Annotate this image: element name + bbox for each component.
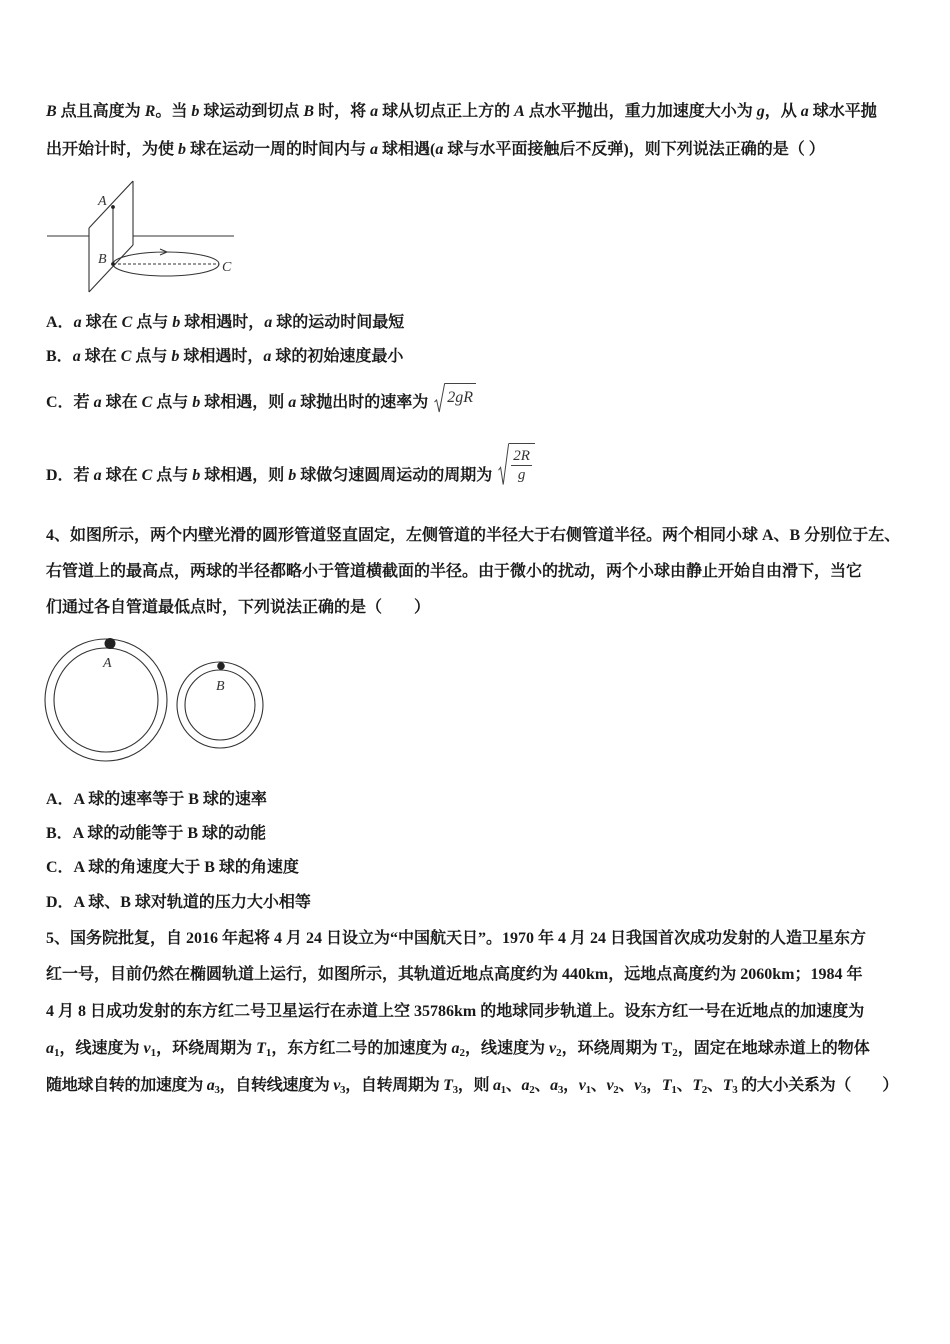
math-variable: b	[171, 348, 180, 365]
subscript: 2	[613, 1084, 619, 1096]
math-variable: v	[634, 1077, 642, 1094]
math-variable: b	[192, 467, 201, 484]
text-run: 球与水平面接触后不反弹)，则下列说法正确的是（ ）	[443, 141, 825, 158]
math-variable: a	[370, 103, 379, 120]
q3-option-c	[46, 383, 476, 423]
point-b-dot	[111, 262, 115, 266]
math-variable: a	[72, 348, 81, 365]
subscript: 2	[672, 1047, 678, 1059]
text-run: 时，将	[314, 103, 371, 120]
text-run: 球在运动一周的时间内与	[186, 141, 371, 158]
subscript: 3	[214, 1084, 220, 1096]
radicand: 2gR	[445, 383, 476, 413]
q4-stem-line-2	[46, 562, 862, 582]
subscript: 1	[585, 1084, 591, 1096]
text-run: C．若	[46, 394, 94, 411]
math-variable: B	[46, 103, 57, 120]
text-run: 球水平抛	[808, 103, 877, 120]
subscript: 3	[641, 1084, 647, 1096]
q4-option-d	[46, 893, 311, 913]
figure-two-circular-tubes	[40, 630, 275, 770]
text-run: ，	[563, 1077, 579, 1094]
text-run: B．	[46, 348, 73, 365]
plane-top-edge	[89, 181, 133, 228]
radicand	[509, 443, 535, 486]
math-variable: b	[178, 141, 187, 158]
math-variable: b	[191, 103, 200, 120]
text-run: 、	[676, 1077, 693, 1094]
q4-option-a	[46, 790, 267, 810]
fraction-numerator: 2R	[513, 447, 530, 464]
text-run: 球从切点正上方的	[378, 103, 515, 120]
math-variable: a	[435, 141, 444, 158]
text-run: 球相遇时，	[179, 348, 264, 365]
text-run: ，线速度为	[59, 1040, 144, 1057]
text-run: 点与	[152, 394, 193, 411]
text-run: ，自转周期为	[345, 1077, 444, 1094]
figure-vertical-plane-circular-motion	[40, 172, 240, 302]
label-a: A	[103, 656, 112, 671]
math-variable: a	[263, 348, 272, 365]
math-variable: a	[93, 394, 102, 411]
text-run: 点且高度为	[56, 103, 145, 120]
fraction-denominator: g	[517, 466, 526, 483]
text-run: 、	[590, 1077, 607, 1094]
subscript: 1	[54, 1047, 60, 1059]
text-run: 右管道上的最高点，两球的半径都略小于管道横截面的半径。由于微小的扰动，两个小球由静止开始自由滑下，当它	[46, 563, 863, 580]
plane-bottom-edge	[89, 245, 133, 292]
subscript: 3	[340, 1084, 346, 1096]
text-run: ，则	[457, 1077, 493, 1094]
text-run: ，环绕周期为 T	[561, 1040, 673, 1057]
q4-stem-line-1	[46, 526, 900, 546]
text-run: ，固定在地球赤道上的物体	[677, 1040, 870, 1057]
label-c: C	[222, 260, 232, 275]
fraction	[511, 447, 532, 484]
text-run: 球抛出时的速率为	[296, 394, 433, 411]
q3-stem-line-2	[46, 140, 825, 160]
math-variable: a	[206, 1077, 215, 1094]
subscript: 1	[150, 1047, 157, 1059]
point-a-dot	[111, 205, 115, 209]
math-variable: v	[606, 1077, 614, 1094]
q3-stem-line-1	[46, 102, 877, 122]
square-root	[434, 383, 476, 413]
math-variable: a	[492, 1077, 501, 1094]
subscript: 1	[671, 1084, 677, 1096]
math-variable: A	[514, 103, 525, 120]
math-variable: b	[288, 467, 297, 484]
q5-stem-line-5	[46, 1076, 898, 1096]
text-run: 4 月 8 日成功发射的东方红二号卫星运行在赤道上空 35786km 的地球同步轨道上。设东方红一号在近地点的加速度为	[46, 1003, 865, 1020]
math-variable: b	[172, 314, 181, 331]
q3-option-a	[46, 313, 404, 333]
q5-stem-line-1	[46, 929, 866, 949]
text-run: A．	[46, 314, 74, 331]
text-run: 红一号，目前仍然在椭圆轨道上运行，如图所示，其轨道近地点高度约为 440km，远地点高度约为 2060km；1984 年	[46, 966, 863, 983]
text-run: 球运动到切点	[199, 103, 304, 120]
text-run: 、	[534, 1077, 551, 1094]
math-variable: a	[550, 1077, 558, 1094]
math-variable: a	[451, 1040, 460, 1057]
math-variable: R	[144, 103, 156, 120]
math-variable: v	[548, 1040, 557, 1057]
ball-b	[217, 662, 225, 670]
text-run: 、	[618, 1077, 635, 1094]
text-run: 球的运动时间最短	[272, 314, 405, 331]
subscript: 2	[701, 1084, 707, 1096]
text-run: ，线速度为	[464, 1040, 549, 1057]
text-run: 4、如图所示，两个内壁光滑的圆形管道竖直固定，左侧管道的半径大于右侧管道半径。两个相同小球 A、B 分别位于左、	[46, 527, 901, 544]
math-variable: a	[800, 103, 809, 120]
text-run: ，东方红二号的加速度为	[271, 1040, 452, 1057]
math-variable: a	[93, 467, 102, 484]
math-variable: v	[578, 1077, 586, 1094]
text-run: D．A 球、B 球对轨道的压力大小相等	[46, 894, 311, 911]
subscript: 3	[452, 1084, 458, 1096]
math-variable: T	[722, 1077, 733, 1094]
subscript: 2	[459, 1047, 465, 1059]
text-run: 球相遇时，	[180, 314, 265, 331]
text-run: 点与	[132, 314, 173, 331]
text-run: 球的初始速度最小	[271, 348, 404, 365]
math-variable: a	[46, 1040, 54, 1057]
text-run: B．A 球的动能等于 B 球的动能	[46, 825, 267, 842]
right-tube-outer-wall	[177, 662, 263, 748]
radical-sign-icon	[498, 443, 509, 486]
math-variable: a	[73, 314, 82, 331]
math-variable: v	[333, 1077, 341, 1094]
text-run: 出开始计时，为使	[46, 141, 179, 158]
text-run: C．A 球的角速度大于 B 球的角速度	[46, 859, 299, 876]
math-variable: a	[521, 1077, 530, 1094]
text-run: 球相遇，则	[200, 467, 289, 484]
text-run: 们通过各自管道最低点时，下列说法正确的是（ ）	[46, 599, 431, 616]
text-run: 球在	[101, 394, 142, 411]
math-variable: C	[121, 314, 133, 331]
subscript: 3	[732, 1084, 738, 1096]
text-run: 球做匀速圆周运动的周期为	[296, 467, 497, 484]
math-variable: C	[120, 348, 132, 365]
q4-option-c	[46, 858, 299, 878]
text-run: 球相遇(	[378, 141, 436, 158]
math-variable: g	[756, 103, 765, 120]
text-run: ，	[646, 1077, 662, 1094]
text-run: ，从	[764, 103, 801, 120]
math-variable: C	[141, 467, 153, 484]
math-variable: T	[661, 1077, 672, 1094]
q3-option-d	[46, 447, 535, 501]
radical-sign-icon	[434, 383, 445, 413]
math-variable: b	[192, 394, 201, 411]
label-b: B	[216, 679, 225, 694]
math-variable: C	[141, 394, 153, 411]
math-variable: a	[370, 141, 379, 158]
q5-stem-line-3	[46, 1002, 864, 1022]
q4-stem-line-3	[46, 598, 430, 618]
subscript: 1	[265, 1047, 272, 1059]
square-root	[498, 443, 535, 486]
text-run: 、	[707, 1077, 723, 1094]
math-variable: T	[443, 1077, 453, 1094]
text-run: ，环绕周期为	[156, 1040, 257, 1057]
text-run: 5、国务院批复，自 2016 年起将 4 月 24 日设立为“中国航天日”。1970 年 4 月 24 日我国首次成功发射的人造卫星东方	[46, 930, 867, 947]
text-run: 的大小关系为（ ）	[737, 1077, 899, 1094]
text-run: 。当	[155, 103, 192, 120]
math-variable: a	[288, 394, 297, 411]
math-variable: B	[303, 103, 315, 120]
math-variable: a	[264, 314, 273, 331]
math-variable: T	[256, 1040, 266, 1057]
text-run: 球在	[101, 467, 142, 484]
subscript: 3	[557, 1084, 564, 1096]
math-variable: v	[143, 1040, 151, 1057]
text-run: D．若	[46, 467, 94, 484]
ball-a	[105, 638, 116, 649]
math-variable: T	[692, 1077, 702, 1094]
text-run: 点水平抛出，重力加速度大小为	[524, 103, 757, 120]
q5-stem-line-4	[46, 1039, 870, 1059]
q3-option-b	[46, 347, 403, 367]
text-run: 球在	[81, 314, 122, 331]
label-a: A	[98, 194, 107, 209]
text-run: 点与	[152, 467, 193, 484]
text-run: 随地球自转的加速度为	[46, 1077, 207, 1094]
label-b: B	[98, 252, 107, 267]
subscript: 2	[556, 1047, 562, 1059]
q4-option-b	[46, 824, 266, 844]
text-run: ，自转线速度为	[219, 1077, 334, 1094]
subscript: 2	[529, 1084, 535, 1096]
q5-stem-line-2	[46, 965, 862, 985]
text-run: 点与	[131, 348, 172, 365]
subscript: 1	[500, 1084, 506, 1096]
text-run: 、	[505, 1077, 522, 1094]
text-run: A．A 球的速率等于 B 球的速率	[46, 791, 267, 808]
text-run: 球相遇，则	[200, 394, 289, 411]
text-run: 球在	[80, 348, 121, 365]
